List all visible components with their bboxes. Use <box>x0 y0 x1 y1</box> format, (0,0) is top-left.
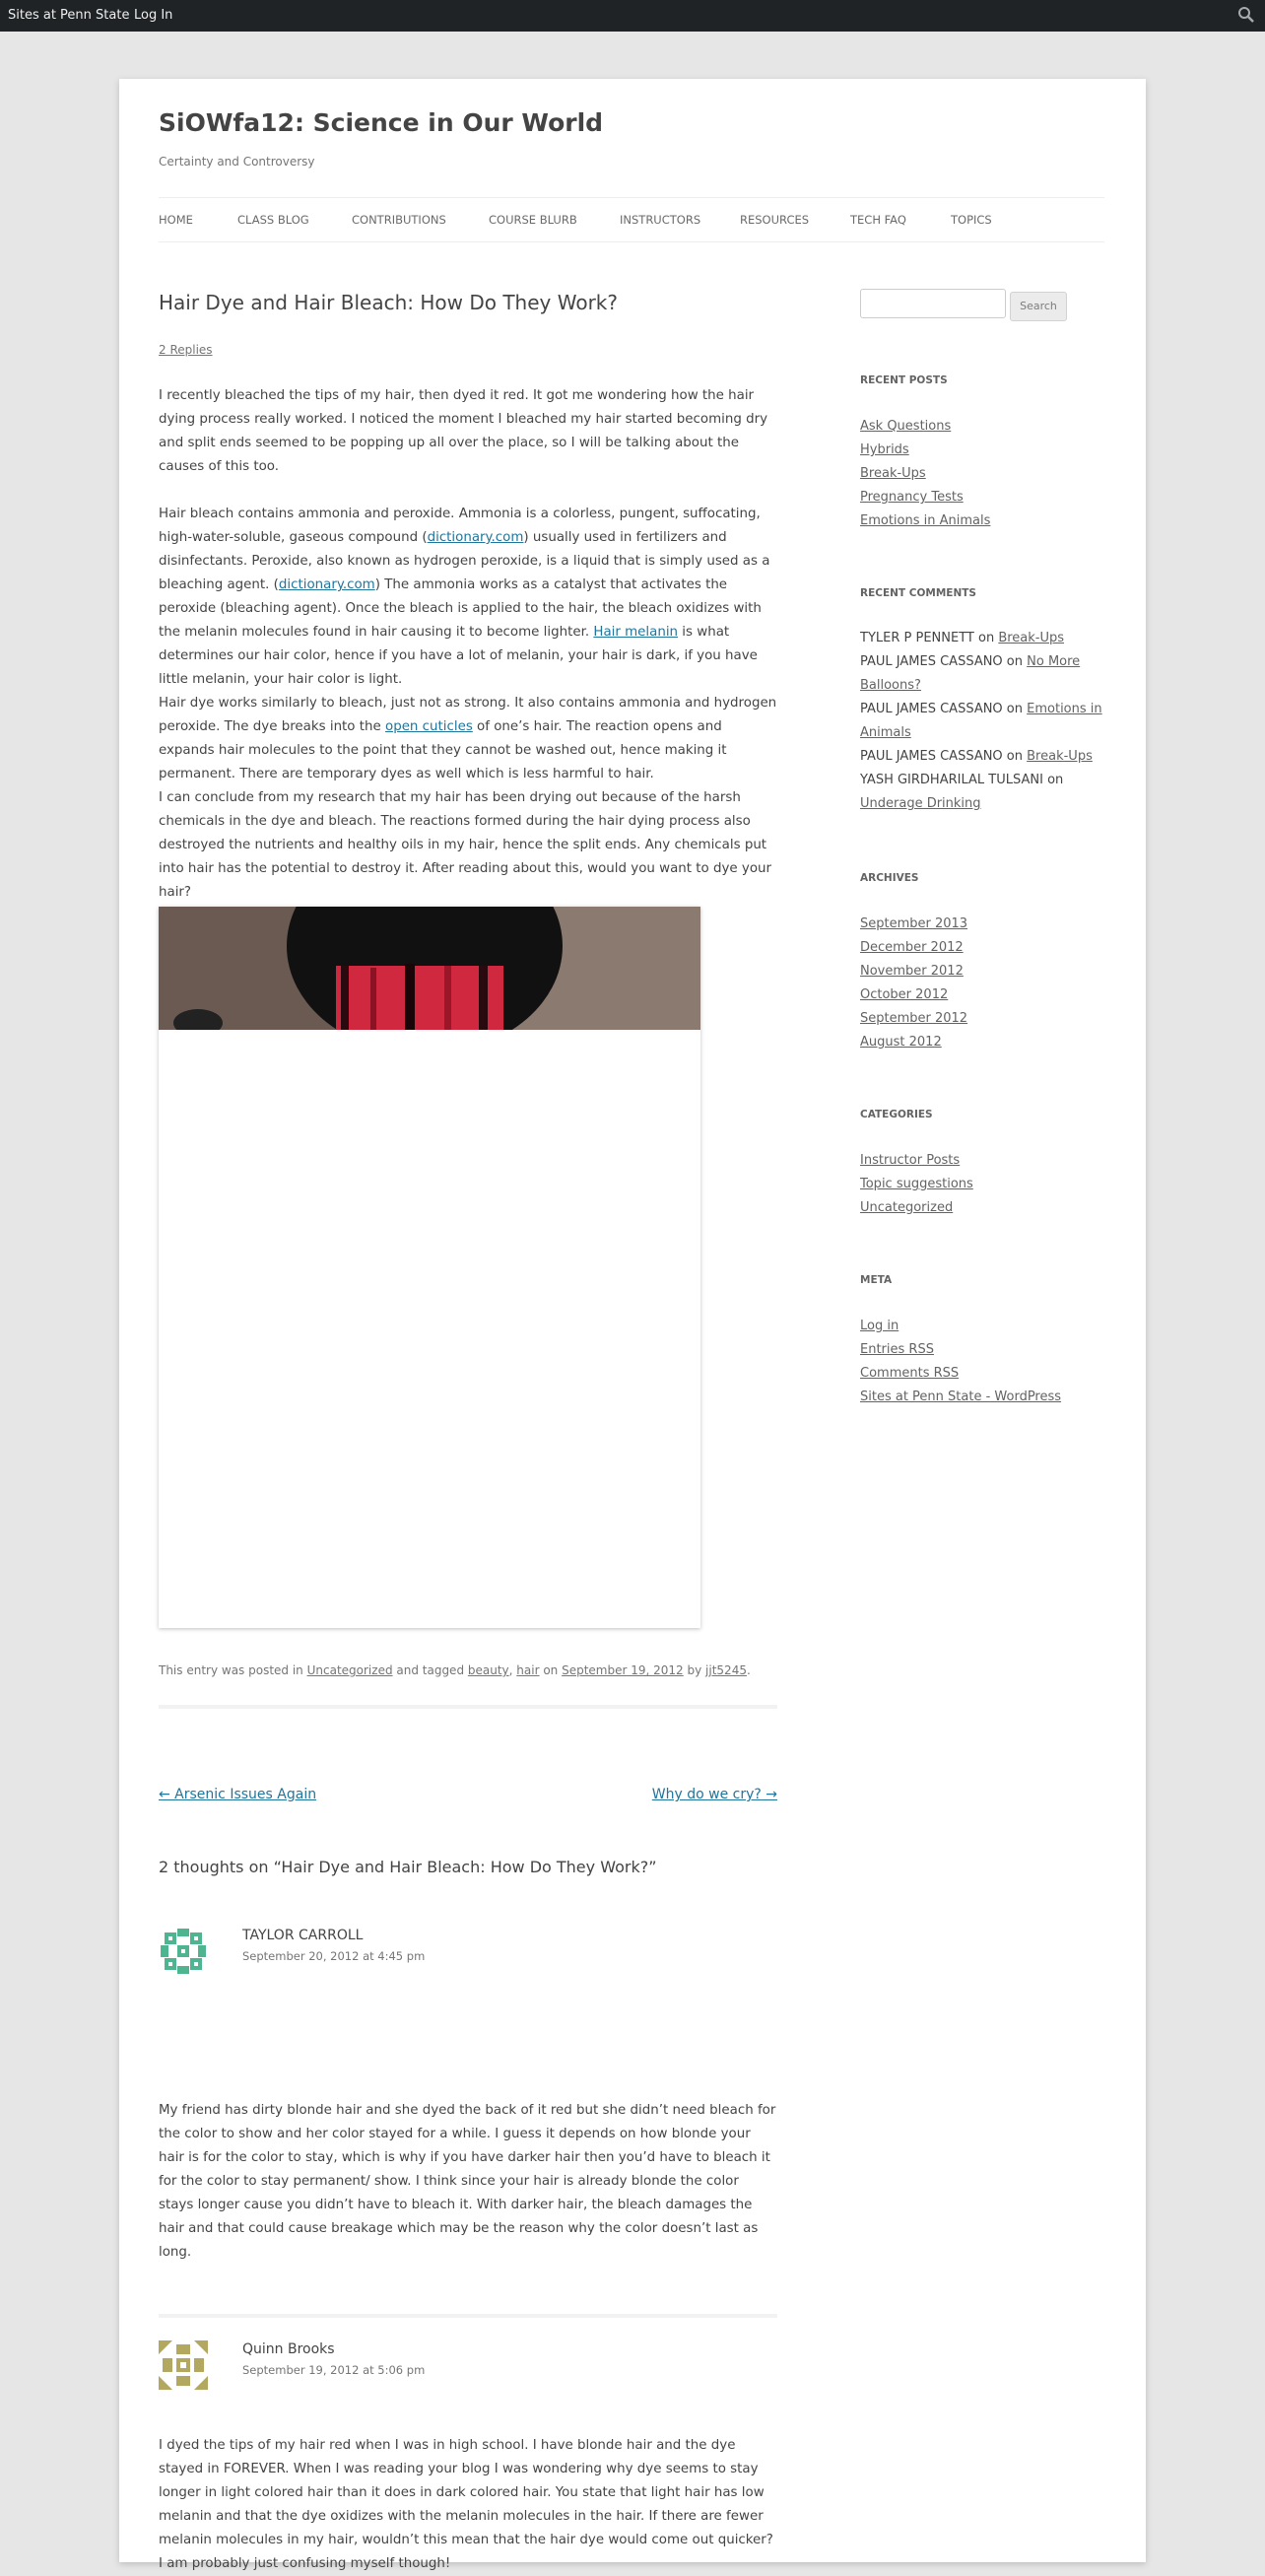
site-title[interactable]: SiOWfa12: Science in Our World <box>159 108 604 137</box>
comment-date[interactable]: September 20, 2012 at 4:45 pm <box>242 1949 426 1963</box>
hair-melanin-link[interactable]: Hair melanin <box>593 625 679 640</box>
recent-post-link[interactable]: Break-Ups <box>860 466 926 481</box>
search-icon[interactable] <box>1237 6 1255 24</box>
nav-item-contributions[interactable]: CONTRIBUTIONS <box>352 213 446 227</box>
archive-link[interactable]: November 2012 <box>860 964 964 979</box>
tag-link-hair[interactable]: hair <box>516 1663 540 1677</box>
recent-post-link[interactable]: Emotions in Animals <box>860 513 991 528</box>
post-title[interactable]: Hair Dye and Hair Bleach: How Do They Work? <box>159 291 618 314</box>
comment-author[interactable]: TAYLOR CARROLL <box>242 1928 364 1943</box>
category-link[interactable]: Uncategorized <box>860 1200 954 1215</box>
recent-post-link[interactable]: Pregnancy Tests <box>860 490 964 505</box>
site-description: Certainty and Controversy <box>159 155 315 169</box>
comment-date[interactable]: September 19, 2012 at 5:06 pm <box>242 2363 426 2377</box>
category-link[interactable]: Instructor Posts <box>860 1153 961 1168</box>
post-paragraph-2: Hair bleach contains ammonia and peroxide. Ammonia is a colorless, pungent, suffocating, high-water-soluble, gaseous compound (dictionary.com) usually used in fertilizers and disinfectants. Peroxide, also known as hydrogen peroxide, is a liquid that is simply used as a bleaching agent. (dictionary.com) The ammonia works as a catalyst that activates the peroxide (bleaching agent). Once the bleach is applied to the hair, the bleach oxidizes with the melanin molecules found in hair causing it to become lighter. Hair melanin is what determines our hair color, hence if you have a lot of melanin, your hair is dark, if you have little melanin, your hair color is light. <box>159 507 770 687</box>
nav-item-class-blog[interactable]: CLASS BLOG <box>237 213 309 227</box>
archive-link[interactable]: September 2013 <box>860 916 968 931</box>
categories-title: CATEGORIES <box>860 1109 933 1120</box>
recent-comment-item: YASH GIRDHARILAL TULSANI on Underage Drinking <box>860 773 1064 811</box>
recent-comment-post-link[interactable]: Emotions in Animals <box>860 702 1102 740</box>
comment-text: My friend has dirty blonde hair and she dyed the back of it red but she didn’t need bleach for the color to show and her color stayed for a while. I guess it depends on how blonde your hair is for the color to stay, which is why if you have darker hair then you’d have to bleach it for the color to stay permanent/ show. I think since your hair is already blonde the color stays longer cause you didn’t have to bleach it. With darker hair, the bleach damages the hair and that could cause breakage which may be the reason why the color doesn’t last as long. <box>159 2103 776 2260</box>
search-button[interactable]: Search <box>1010 292 1067 321</box>
divider <box>159 2314 777 2318</box>
avatar <box>159 2340 208 2390</box>
category-link[interactable]: Uncategorized <box>306 1663 393 1677</box>
dictionary-link-1[interactable]: dictionary.com <box>427 530 524 545</box>
dictionary-link-2[interactable]: dictionary.com <box>278 577 375 592</box>
next-post-link[interactable]: Why do we cry? → <box>651 1787 777 1802</box>
divider <box>159 1705 777 1709</box>
sites-at-penn-state-link[interactable]: Sites at Penn State <box>8 8 130 23</box>
nav-item-home[interactable]: HOME <box>159 213 193 227</box>
recent-comment-item: TYLER P PENNETT on Break-Ups <box>860 631 1065 645</box>
previous-post-link[interactable]: ← Arsenic Issues Again <box>159 1787 317 1802</box>
comments-title: 2 thoughts on “Hair Dye and Hair Bleach: How Do They Work?” <box>159 1858 657 1876</box>
meta-title: META <box>860 1274 893 1286</box>
meta-link[interactable]: Sites at Penn State - WordPress <box>860 1390 1062 1404</box>
tag-link-beauty[interactable]: beauty <box>467 1663 509 1677</box>
recent-comment-item: PAUL JAMES CASSANO on No More Balloons? <box>860 654 1081 693</box>
avatar <box>159 1927 208 1976</box>
meta-link[interactable]: Entries RSS <box>860 1342 934 1357</box>
comment-author[interactable]: Quinn Brooks <box>242 2341 335 2357</box>
author-link[interactable]: jjt5245 <box>705 1663 747 1677</box>
post-paragraph-3: Hair dye works similarly to bleach, just not as strong. It also contains ammonia and hydrogen peroxide. The dye breaks into the open cuticles of one’s hair. The reaction opens and expands hair molecules to the point that they cannot be washed out, hence making it permanent. There are temporary dyes as well which is less harmful to hair. <box>159 696 777 781</box>
recent-comment-post-link[interactable]: Underage Drinking <box>860 796 981 811</box>
archive-link[interactable]: October 2012 <box>860 987 949 1002</box>
recent-comment-item: PAUL JAMES CASSANO on Emotions in Animals <box>860 702 1102 740</box>
recent-comment-post-link[interactable]: No More Balloons? <box>860 654 1081 693</box>
nav-item-resources[interactable]: RESOURCES <box>740 213 810 227</box>
admin-bar <box>0 0 1265 32</box>
category-link[interactable]: Topic suggestions <box>860 1177 973 1191</box>
post-image <box>159 907 700 1628</box>
hair-photo <box>159 907 700 1628</box>
main-navigation <box>159 197 1104 242</box>
meta-link[interactable]: Log in <box>860 1319 899 1333</box>
log-in-link[interactable]: Log In <box>134 8 173 23</box>
comment-text: I dyed the tips of my hair red when I was in high school. I have blonde hair and the dye stayed in FOREVER. When I was reading your blog I was wondering why dye seems to stay longer in light colored hair than it does in dark colored hair. You state that light hair has low melanin and that the dye oxidizes with the melanin molecules in the hair. If there are fewer melanin molecules in my hair, wouldn’t this mean that the hair dye would come out quicker? I am probably just confusing myself though! <box>159 2438 773 2571</box>
search-input[interactable] <box>860 289 1006 318</box>
post-date-link[interactable]: September 19, 2012 <box>562 1663 684 1677</box>
archive-link[interactable]: September 2012 <box>860 1011 968 1026</box>
recent-comment-post-link[interactable]: Break-Ups <box>998 631 1065 645</box>
recent-comment-post-link[interactable]: Break-Ups <box>1027 749 1093 764</box>
open-cuticles-link[interactable]: open cuticles <box>385 719 473 734</box>
nav-item-course-blurb[interactable]: COURSE BLURB <box>489 213 577 227</box>
archives-title: ARCHIVES <box>860 872 919 884</box>
post-paragraph-4: I can conclude from my research that my hair has been drying out because of the harsh chemicals in the dye and bleach. The reactions formed during the hair dying process also destroyed the nutrients and healthy oils in my hair, hence the split ends. Any chemicals put into hair has the potential to destroy it. After reading about this, would you want to dye your hair? <box>159 790 772 900</box>
recent-comment-item: PAUL JAMES CASSANO on Break-Ups <box>860 749 1093 764</box>
recent-comments-list <box>860 627 1104 816</box>
entry-meta: This entry was posted in Uncategorized and tagged beauty, hair on September 19, 2012 by jjt5245. <box>159 1663 751 1677</box>
archive-link[interactable]: August 2012 <box>860 1035 942 1050</box>
nav-item-instructors[interactable]: INSTRUCTORS <box>620 213 701 227</box>
replies-link[interactable]: 2 Replies <box>159 343 213 357</box>
meta-link[interactable]: Comments RSS <box>860 1366 960 1381</box>
nav-item-tech-faq[interactable]: TECH FAQ <box>850 213 906 227</box>
recent-post-link[interactable]: Ask Questions <box>860 419 952 434</box>
page-container <box>119 79 1146 2571</box>
nav-item-topics[interactable]: TOPICS <box>951 213 992 227</box>
archive-link[interactable]: December 2012 <box>860 940 964 955</box>
recent-comments-title: RECENT COMMENTS <box>860 587 976 599</box>
recent-posts-title: RECENT POSTS <box>860 374 948 386</box>
post-paragraph-1: I recently bleached the tips of my hair, then dyed it red. It got me wondering how the hair dying process really worked. I noticed the moment I bleached my hair started becoming dry and split ends seemed to be popping up all over the place, so I will be talking about the causes of this too. <box>159 388 768 474</box>
recent-post-link[interactable]: Hybrids <box>860 442 909 457</box>
